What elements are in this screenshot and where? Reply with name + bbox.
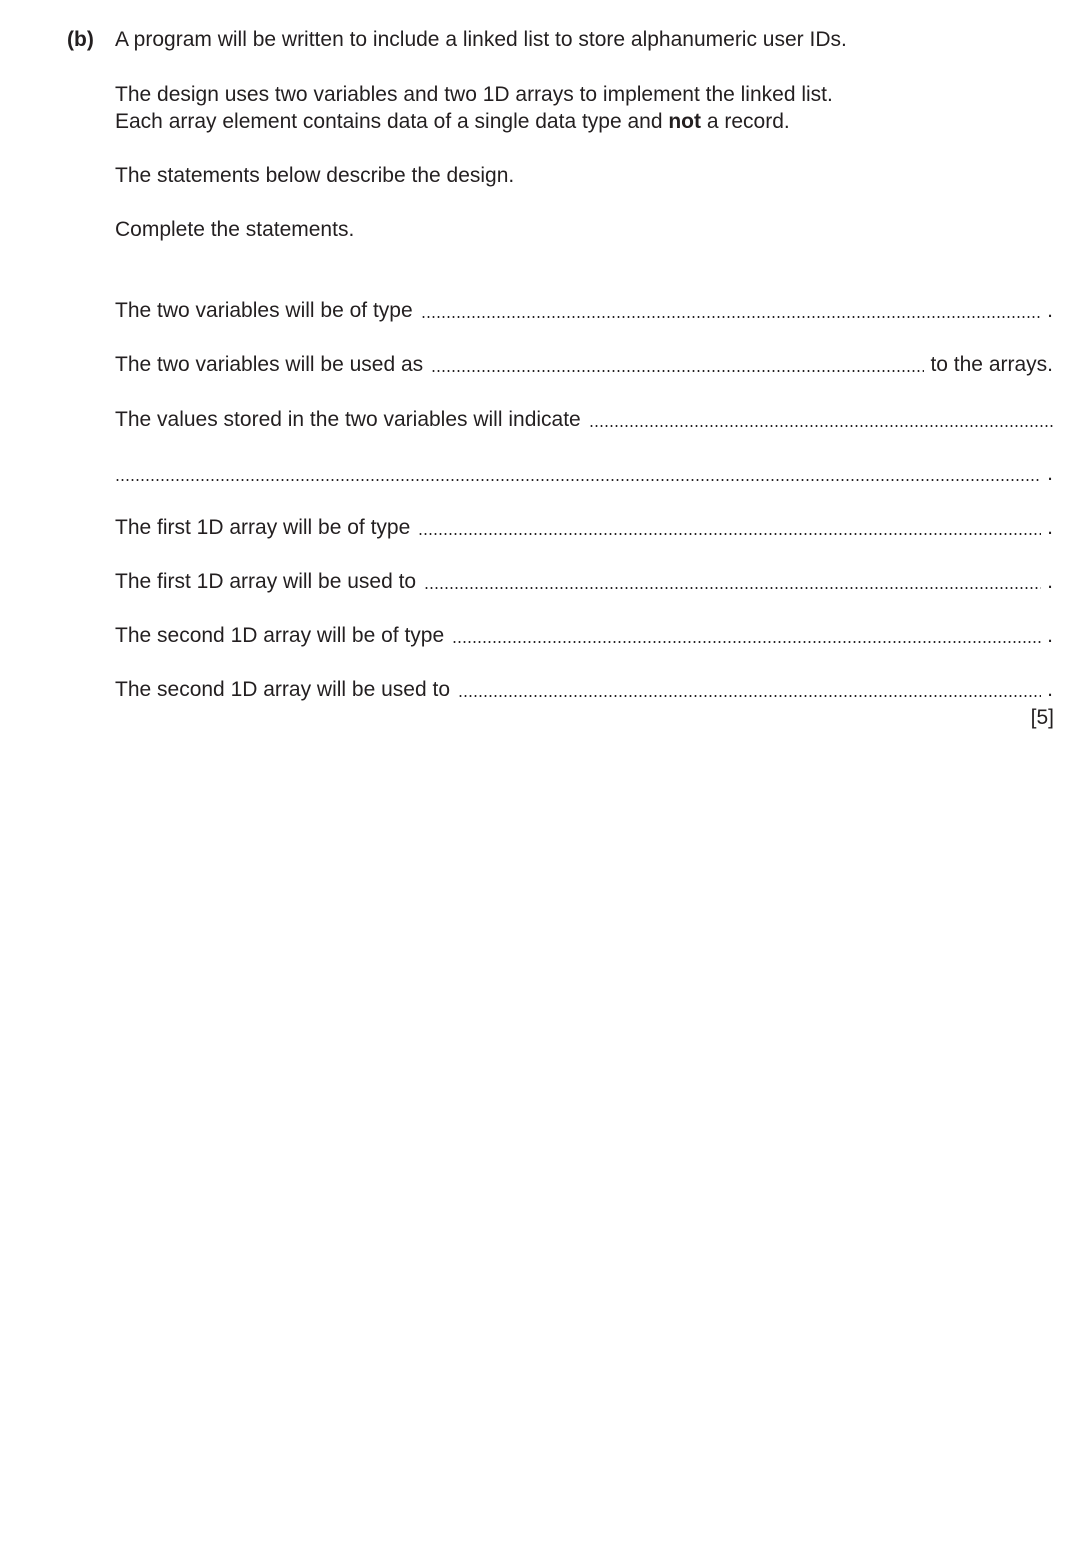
statement-text: The first 1D array will be of type bbox=[115, 516, 411, 539]
emphasis-not: not bbox=[668, 110, 702, 133]
answer-line[interactable] bbox=[431, 370, 924, 372]
statement-6 bbox=[115, 624, 1053, 648]
statement-end: . bbox=[1047, 624, 1053, 647]
statement-1 bbox=[115, 299, 1053, 323]
statement-end: . bbox=[1047, 299, 1053, 322]
statement-end: . bbox=[1047, 516, 1053, 539]
statement-end: . bbox=[1047, 462, 1053, 485]
marks-allocation: [5] bbox=[1030, 706, 1054, 729]
question-intro: A program will be written to include a linked list to store alphanumeric user IDs. bbox=[115, 28, 847, 51]
design-line-1: The design uses two variables and two 1D arrays to implement the linked list. bbox=[115, 83, 833, 106]
answer-line[interactable] bbox=[589, 425, 1053, 427]
answer-line[interactable] bbox=[418, 533, 1041, 535]
statement-text: The values stored in the two variables will indicate bbox=[115, 408, 581, 431]
statements-description: The statements below describe the design. bbox=[115, 164, 515, 187]
statement-text: The first 1D array will be used to bbox=[115, 570, 417, 593]
design-line-2 bbox=[115, 110, 790, 134]
question-label: (b) bbox=[67, 28, 94, 51]
statement-3 bbox=[115, 408, 1053, 432]
statement-end: to the arrays. bbox=[930, 353, 1053, 376]
statement-text: The two variables will be of type bbox=[115, 299, 413, 322]
statement-7 bbox=[115, 678, 1053, 702]
design-line-2-post: a record. bbox=[701, 110, 790, 133]
answer-line[interactable] bbox=[452, 641, 1041, 643]
statement-end: . bbox=[1047, 678, 1053, 701]
statement-text: The second 1D array will be used to bbox=[115, 678, 451, 701]
answer-line[interactable] bbox=[424, 587, 1041, 589]
statement-3-continuation bbox=[115, 462, 1053, 486]
answer-line[interactable] bbox=[421, 316, 1042, 318]
statement-5 bbox=[115, 570, 1053, 594]
design-line-2-pre: Each array element contains data of a single data type and bbox=[115, 110, 669, 133]
answer-line[interactable] bbox=[115, 479, 1041, 481]
statement-2 bbox=[115, 353, 1053, 377]
instruction: Complete the statements. bbox=[115, 218, 355, 241]
answer-line[interactable] bbox=[458, 695, 1041, 697]
statement-4 bbox=[115, 516, 1053, 540]
statement-end: . bbox=[1047, 570, 1053, 593]
statement-text: The two variables will be used as bbox=[115, 353, 424, 376]
statement-text: The second 1D array will be of type bbox=[115, 624, 445, 647]
